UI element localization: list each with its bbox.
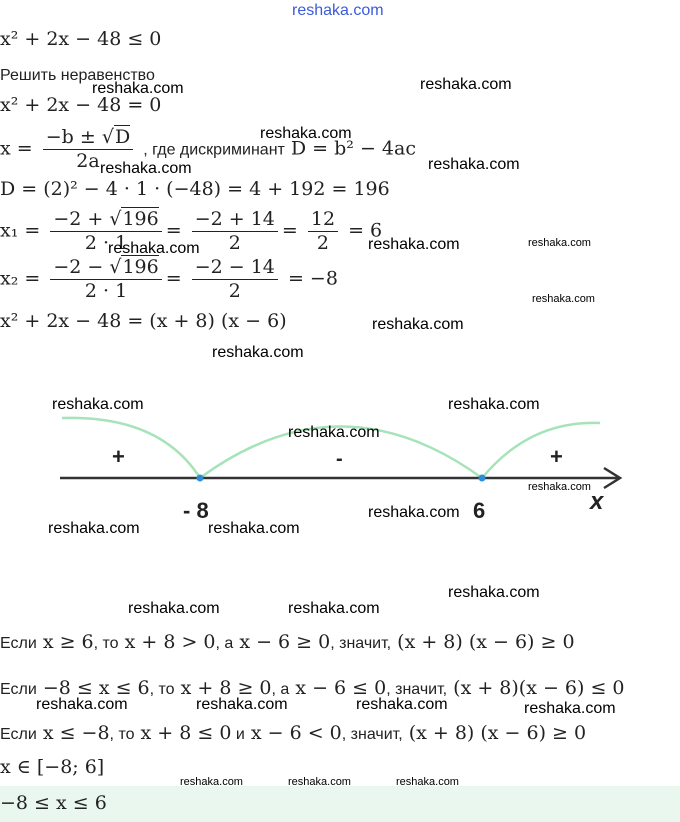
x1-f2-num: −2 + 14 xyxy=(192,210,278,232)
watermark: reshaka.com xyxy=(448,396,540,413)
sign-right: + xyxy=(550,444,563,469)
discriminant-calc: D = (2)² − 4 · 1 · (−48) = 4 + 192 = 196 xyxy=(0,178,390,200)
case-3-if: Если xyxy=(0,726,37,743)
x1-f2-den: 2 xyxy=(228,232,241,254)
inequality-statement: x² + 2x − 48 ≤ 0 xyxy=(0,28,162,50)
watermark: reshaka.com xyxy=(448,584,540,601)
case-2-result: (x + 8)(x − 6) ≤ 0 xyxy=(453,677,625,699)
case-2-and: , а xyxy=(271,681,290,698)
sign-curve-right xyxy=(482,423,600,478)
quadratic-formula xyxy=(0,128,416,171)
point-label-6: 6 xyxy=(473,498,486,523)
x2-f1-sqrt: 196 xyxy=(122,256,159,278)
point-label-minus-8: - 8 xyxy=(183,498,209,523)
watermark: reshaka.com xyxy=(368,504,460,521)
x2-lhs: x₂ = xyxy=(0,267,41,290)
formula-den: 2a xyxy=(76,150,100,172)
x2-fraction-2 xyxy=(192,258,278,301)
case-1-factor-2: x − 6 ≥ 0 xyxy=(239,631,331,653)
sign-left: + xyxy=(112,444,125,469)
x1-f1-num: −2 + xyxy=(53,208,104,230)
watermark: reshaka.com xyxy=(528,481,591,493)
watermark: reshaka.com xyxy=(260,125,352,142)
case-2-so: , значит, xyxy=(386,681,448,698)
formula-fraction: $\frac{-b \pm √D}{2a}$ xyxy=(43,128,133,171)
x1-rhs: = 6 xyxy=(348,219,383,242)
case-1-so: , значит, xyxy=(330,635,392,652)
watermark: reshaka.com xyxy=(528,237,591,249)
watermark: reshaka.com xyxy=(420,76,512,93)
discriminant-formula: D = b² − 4ac xyxy=(290,137,416,160)
case-3-factor-1: x + 8 ≤ 0 xyxy=(140,722,232,744)
x2-fraction-1: $\frac{-2 - √196}{2 \cdot 1}$ xyxy=(50,258,161,301)
case-1-then: , то xyxy=(93,635,119,652)
answer-interval: x ∈ [−8; 6] xyxy=(0,756,105,778)
watermark: reshaka.com xyxy=(372,316,464,333)
root-x2: x₂ = $\frac{-2 - √196}{2 \cdot 1}$ = $\frac{-2 - 14}{2}$ = −8 xyxy=(0,256,338,302)
watermark: reshaka.com xyxy=(180,776,243,788)
watermark: reshaka.com xyxy=(128,600,220,617)
case-3-then: , то xyxy=(109,726,135,743)
watermark: reshaka.com xyxy=(524,700,616,717)
watermark: reshaka.com xyxy=(52,396,144,413)
x1-f3-den: 2 xyxy=(316,232,329,254)
formula-lhs: x = xyxy=(0,137,33,160)
watermark: reshaka.com xyxy=(288,600,380,617)
discriminant-text: , где дискриминант xyxy=(143,141,285,159)
watermark: reshaka.com xyxy=(368,236,460,253)
site-link[interactable]: reshaka.com xyxy=(292,2,384,19)
watermark: reshaka.com xyxy=(196,696,288,713)
watermark: reshaka.com xyxy=(100,160,192,177)
factorization: x² + 2x − 48 = (x + 8) (x − 6) xyxy=(0,310,287,332)
watermark: reshaka.com xyxy=(208,520,300,537)
formula-sqrt: D xyxy=(114,126,131,148)
equation: x² + 2x − 48 = 0 xyxy=(0,94,162,116)
case-2-condition: −8 ≤ x ≤ 6 xyxy=(42,677,150,699)
sign-curve-left xyxy=(62,418,200,478)
x1-f1-sqrt: 196 xyxy=(122,208,159,230)
x1-fraction-2 xyxy=(192,210,278,253)
answer-final: −8 ≤ x ≤ 6 xyxy=(0,792,107,814)
case-3-factor-2: x − 6 < 0 xyxy=(250,722,342,744)
x2-f2-den: 2 xyxy=(228,280,241,302)
watermark: reshaka.com xyxy=(92,80,184,97)
watermark: reshaka.com xyxy=(36,696,128,713)
x2-f1-den: 2 · 1 xyxy=(84,280,128,302)
case-3-condition: x ≤ −8 xyxy=(42,722,110,744)
watermark: reshaka.com xyxy=(356,696,448,713)
case-1-factor-1: x + 8 > 0 xyxy=(124,631,216,653)
axis-name: x xyxy=(590,488,604,515)
sign-middle: - xyxy=(336,448,343,470)
root-x1: x₁ = $\frac{-2 + √196}{2 \cdot 1}$ = $\frac{-2 + 14}{2}$ = $\frac{12}{2}$ = 6 xyxy=(0,208,383,254)
x2-f2-num: −2 − 14 xyxy=(192,258,278,280)
case-1-if: Если xyxy=(0,635,37,652)
point-minus-8 xyxy=(197,475,204,482)
case-2-factor-1: x + 8 ≥ 0 xyxy=(180,677,272,699)
watermark: reshaka.com xyxy=(396,776,459,788)
case-2-factor-2: x − 6 ≤ 0 xyxy=(295,677,387,699)
watermark: reshaka.com xyxy=(288,776,351,788)
case-1-result: (x + 8) (x − 6) ≥ 0 xyxy=(397,631,575,653)
watermark: reshaka.com xyxy=(108,240,200,257)
case-1-and: , а xyxy=(215,635,234,652)
point-6 xyxy=(479,475,486,482)
x1-f3-num: 12 xyxy=(308,210,338,232)
watermark: reshaka.com xyxy=(288,424,380,441)
case-3-result: (x + 8) (x − 6) ≥ 0 xyxy=(408,722,587,744)
watermark: reshaka.com xyxy=(428,156,520,173)
case-2-then: , то xyxy=(149,681,175,698)
x1-f1-den: 2 · 1 xyxy=(84,232,128,254)
x2-f1-num: −2 − xyxy=(53,256,104,278)
solve-heading: Решить неравенство xyxy=(0,67,155,84)
x1-lhs: x₁ = xyxy=(0,219,41,242)
case-3-so: , значит, xyxy=(341,726,403,743)
watermark: reshaka.com xyxy=(212,344,304,361)
case-3-and: и xyxy=(231,726,245,743)
watermark: reshaka.com xyxy=(48,520,140,537)
case-1 xyxy=(0,633,575,652)
watermark: reshaka.com xyxy=(532,293,595,305)
case-1-condition: x ≥ 6 xyxy=(42,631,94,653)
case-3 xyxy=(0,724,586,743)
formula-num: −b ± xyxy=(45,126,96,148)
x2-rhs: = −8 xyxy=(287,267,338,290)
x1-fraction-1: $\frac{-2 + √196}{2 \cdot 1}$ xyxy=(50,210,161,253)
x1-fraction-3 xyxy=(308,210,338,253)
case-2-if: Если xyxy=(0,681,37,698)
